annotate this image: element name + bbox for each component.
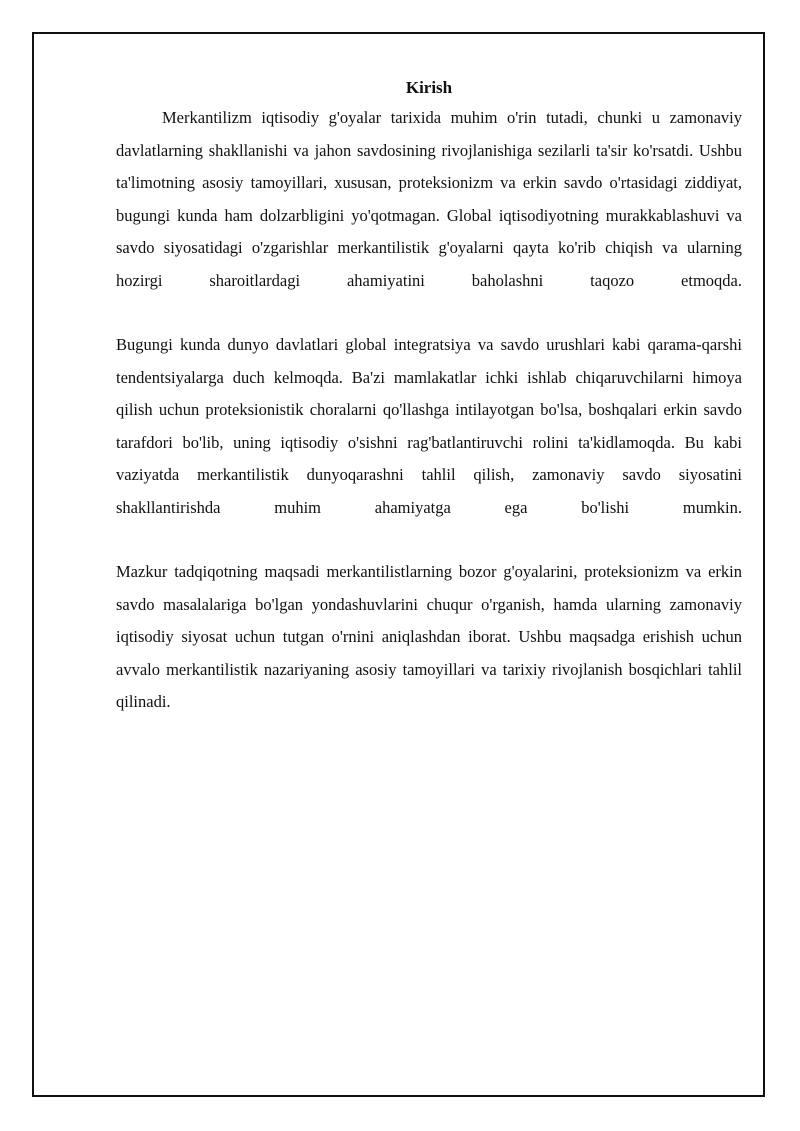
paragraph-spacer (116, 524, 742, 556)
paragraph-2: Bugungi kunda dunyo davlatlari global integratsiya va savdo urushlari kabi qarama-qarshi tendentsiyalarga duch kelmoqda. Ba'zi mamlakatlar ichki ishlab chiqaruvchilarni himoya qilish uchun proteksionistik choralarni qo'llashga intilayotgan bo'lsa, boshqalari erkin savdo tarafdori bo'lib, uning iqtisodiy o'sishni rag'batlantiruvchi rolini ta'kidlamoqda. Bu kabi vaziyatda merkantilistik dunyoqarashni tahlil qilish, zamonaviy savdo siyosatini shakllantirishda muhim ahamiyatga ega bo'lishi mumkin. (116, 335, 742, 517)
paragraph-1: Merkantilizm iqtisodiy g'oyalar tarixida muhim o'rin tutadi, chunki u zamonaviy davlatlarning shakllanishi va jahon savdosining rivojlanishiga sezilarli ta'sir ko'rsatdi. Ushbu ta'limotning asosiy tamoyillari, xususan, proteksionizm va erkin savdo o'rtasidagi ziddiyat, bugungi kunda ham dolzarbligini yo'qotmagan. Global iqtisodiyotning murakkablashuvi va savdo siyosatidagi o'zgarishlar merkantilistik g'oyalarni qayta ko'rib chiqish va ularning hozirgi sharoitlardagi ahamiyatini baholashni taqozo etmoqda. (116, 108, 742, 290)
document-body (116, 74, 742, 719)
document-title: Kirish (405, 78, 453, 97)
paragraph-spacer (116, 297, 742, 329)
paragraph-3: Mazkur tadqiqotning maqsadi merkantilistlarning bozor g'oyalarini, proteksionizm va erkin savdo masalalariga bo'lgan yondashuvlarini chuqur o'rganish, hamda ularning zamonaviy iqtisodiy siyosat uchun tutgan o'rnini aniqlashdan iborat. Ushbu maqsadga erishish uchun avvalo merkantilistik nazariyaning asosiy tamoyillari va tarixiy rivojlanish bosqichlari tahlil qilinadi. (116, 562, 742, 711)
